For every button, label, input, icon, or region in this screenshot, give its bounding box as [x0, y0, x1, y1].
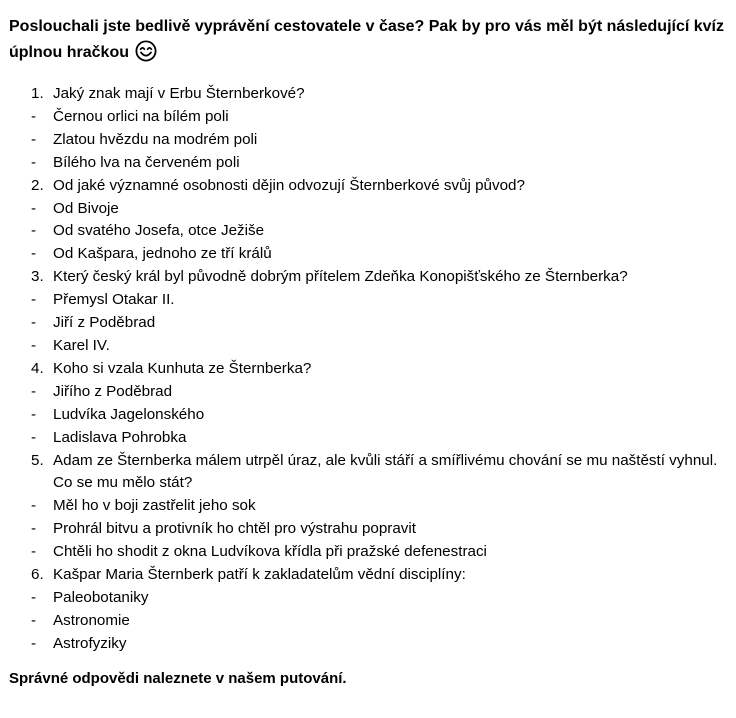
answer-text: Astrofyziky	[53, 634, 127, 652]
answer-text: Karel IV.	[53, 336, 110, 354]
question-3	[9, 266, 724, 289]
question-2	[9, 175, 724, 198]
answer-option	[9, 198, 724, 221]
answer-option	[9, 220, 724, 243]
answer-option	[9, 289, 724, 312]
dash-bullet: -	[31, 497, 37, 515]
intro-text: Poslouchali jste bedlivě vyprávění cestovatele v čase? Pak by pro vás měl být následující kvíz úplnou hračkou	[9, 18, 724, 61]
dash-bullet: -	[31, 314, 37, 332]
dash-bullet: -	[31, 405, 37, 423]
question-number: 4.	[31, 359, 44, 377]
question-5	[9, 450, 724, 496]
dash-bullet: -	[31, 130, 37, 148]
smiley-wink-icon	[135, 40, 157, 71]
question-number: 6.	[31, 566, 44, 584]
answer-option	[9, 587, 724, 610]
footer-note: Správné odpovědi naleznete v našem putování.	[9, 669, 347, 687]
answer-text: Bílého lva na červeném poli	[53, 153, 240, 171]
question-text: Adam ze Šternberka málem utrpěl úraz, ale kvůli stáří a smířlivému chování se mu naštěstí vyhnul. Co se mu mělo stát?	[53, 451, 718, 492]
question-6	[9, 564, 724, 587]
dash-bullet: -	[31, 588, 37, 606]
dash-bullet: -	[31, 336, 37, 354]
question-number: 1.	[31, 85, 44, 102]
answer-option	[9, 243, 724, 266]
answer-text: Od svatého Josefa, otce Ježiše	[53, 222, 265, 240]
dash-bullet: -	[31, 107, 37, 125]
answer-option	[9, 129, 724, 152]
answer-text: Chtěli ho shodit z okna Ludvíkova křídla při pražské defenestraci	[53, 543, 487, 561]
answer-text: Prohrál bitvu a protivník ho chtěl pro výstrahu popravit	[53, 520, 416, 538]
question-4	[9, 358, 724, 381]
answer-option	[9, 335, 724, 358]
dash-bullet: -	[31, 428, 37, 446]
answer-text: Přemysl Otakar II.	[53, 291, 175, 309]
dash-bullet: -	[31, 543, 37, 561]
answer-option	[9, 152, 724, 175]
question-text: Jaký znak mají v Erbu Šternberkové?	[53, 85, 305, 102]
document	[9, 14, 724, 690]
answer-text: Astronomie	[53, 611, 130, 629]
answer-option	[9, 495, 724, 518]
question-number: 5.	[31, 451, 44, 469]
question-number: 2.	[31, 176, 44, 194]
dash-bullet: -	[31, 634, 37, 652]
answer-text: Měl ho v boji zastřelit jeho sok	[53, 497, 256, 515]
answer-option	[9, 404, 724, 427]
question-1	[9, 83, 724, 106]
answer-option	[9, 610, 724, 633]
dash-bullet: -	[31, 199, 37, 217]
answer-text: Paleobotaniky	[53, 588, 149, 606]
answer-text: Jiřího z Poděbrad	[53, 382, 173, 400]
answer-option	[9, 518, 724, 541]
dash-bullet: -	[31, 245, 37, 263]
answer-text: Ladislava Pohrobka	[53, 428, 187, 446]
answer-option	[9, 312, 724, 335]
answer-text: Od Kašpara, jednoho ze tří králů	[53, 245, 272, 263]
answer-text: Černou orlici na bílém poli	[53, 107, 229, 125]
answer-option	[9, 541, 724, 564]
intro-paragraph	[9, 14, 724, 71]
question-text: Který český král byl původně dobrým přítelem Zdeňka Konopišťského ze Šternberka?	[53, 268, 628, 286]
answer-text: Jiří z Poděbrad	[53, 314, 156, 332]
quiz-list	[9, 83, 724, 656]
dash-bullet: -	[31, 222, 37, 240]
answer-option	[9, 381, 724, 404]
question-text: Od jaké významné osobnosti dějin odvozují Šternberkové svůj původ?	[53, 176, 525, 194]
dash-bullet: -	[31, 382, 37, 400]
question-text: Kašpar Maria Šternberk patří k zakladatelům vědní disciplíny:	[53, 566, 466, 584]
answer-text: Zlatou hvězdu na modrém poli	[53, 130, 258, 148]
question-text: Koho si vzala Kunhuta ze Šternberka?	[53, 359, 312, 377]
answer-option	[9, 106, 724, 129]
answer-option	[9, 633, 724, 656]
question-number: 3.	[31, 268, 44, 286]
answer-option	[9, 427, 724, 450]
dash-bullet: -	[31, 520, 37, 538]
answer-text: Ludvíka Jagelonského	[53, 405, 205, 423]
answer-text: Od Bivoje	[53, 199, 119, 217]
dash-bullet: -	[31, 153, 37, 171]
dash-bullet: -	[31, 611, 37, 629]
dash-bullet: -	[31, 291, 37, 309]
